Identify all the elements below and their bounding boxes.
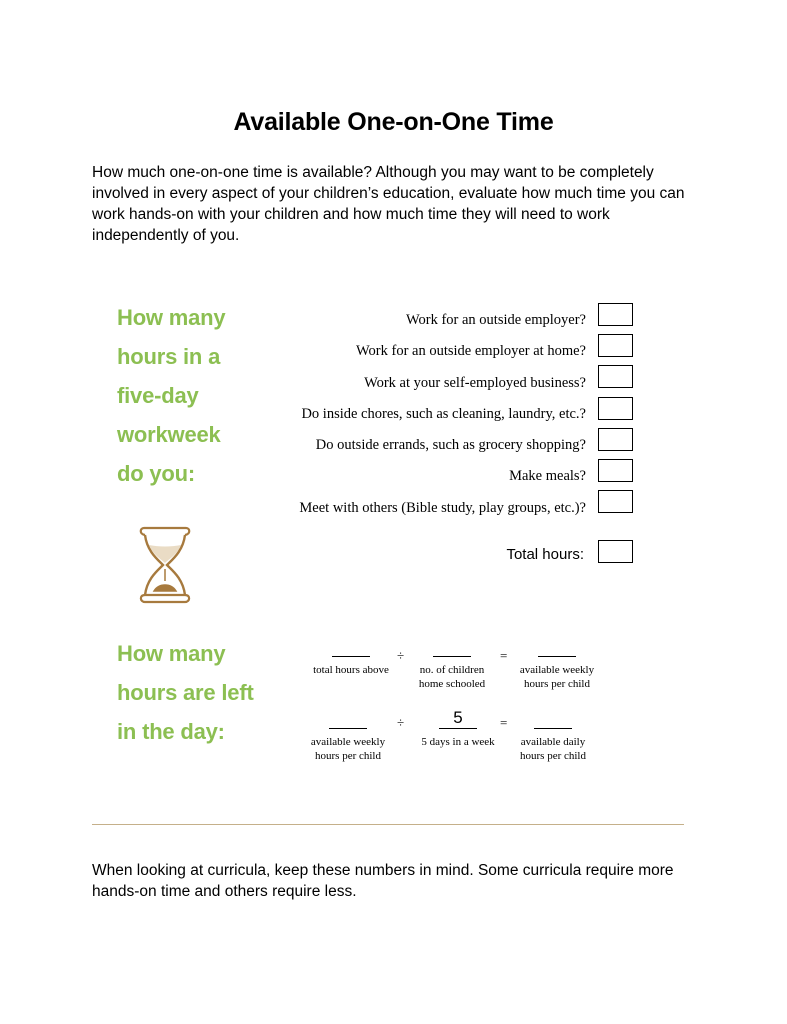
heading-line: do you: [117,461,196,486]
blank-weekly-hours[interactable] [329,708,367,729]
total-hours-label: Total hours: [506,546,584,563]
answer-box-outside-employer[interactable] [598,303,633,326]
eq2-days [413,708,503,749]
answer-box-make-meals[interactable] [598,459,633,482]
eq2-daily-result-caption: available daily hours per child [520,736,586,762]
hourglass-icon [137,525,193,605]
answer-box-employer-at-home[interactable] [598,334,633,357]
heading-line: in the day: [117,719,225,744]
days-value: 5 [439,708,477,729]
eq2-weekly-hours [302,708,394,763]
eq1-weekly-result-caption: available weekly hours per child [519,664,595,690]
eq2-daily-result [508,708,598,763]
equals-symbol: = [500,648,508,663]
page-title: Available One-on-One Time [233,108,554,136]
heading-line: How many [117,641,226,666]
eq1-children-caption: no. of children home schooled [418,664,486,690]
question-list [299,305,586,524]
divide-symbol: ÷ [397,715,405,730]
answer-box-inside-chores[interactable] [598,397,633,420]
eq1-total-hours-caption: total hours above [313,664,389,676]
blank-children[interactable] [433,656,471,657]
blank-total-hours[interactable] [332,656,370,657]
eq2-days-caption: 5 days in a week [421,736,495,748]
answer-box-meet-with-others[interactable] [598,490,633,513]
divide-symbol: ÷ [397,648,405,663]
eq1-weekly-result [512,656,602,691]
eq2-weekly-hours-caption: available weekly hours per child [310,736,386,762]
question-make-meals: Make meals? [509,468,586,485]
answer-box-self-employed[interactable] [598,365,633,388]
heading-line: hours are left [117,680,254,705]
blank-daily-result[interactable] [534,708,572,729]
answer-box-outside-errands[interactable] [598,428,633,451]
eq1-children [408,656,496,691]
workweek-heading [117,298,225,493]
heading-line: How many [117,305,226,330]
eq1-total-hours [305,656,397,677]
question-outside-employer: Work for an outside employer? [405,312,586,328]
hours-left-heading [117,634,254,751]
equals-symbol: = [500,715,508,730]
question-employer-at-home: Work for an outside employer at home? [356,343,586,360]
question-outside-errands: Do outside errands, such as grocery shopping? [315,437,586,454]
closing-paragraph: When looking at curricula, keep these numbers in mind. Some curricula require more hands-on time and others require less. [92,862,674,900]
blank-weekly-result[interactable] [538,656,576,657]
intro-paragraph: How much one-on-one time is available? Although you may want to be completely involved in every aspect of your children’s education, evaluate how much time you can work hands-on with your children and how much time they will need to work independently of you. [92,164,685,244]
section-divider [92,824,684,825]
heading-line: workweek [117,422,221,447]
question-meet-with-others: Meet with others (Bible study, play groups, etc.)? [299,499,586,516]
question-inside-chores: Do inside chores, such as cleaning, laundry, etc.? [301,405,586,422]
heading-line: five-day [117,383,199,408]
heading-line: hours in a [117,344,221,369]
question-self-employed: Work at your self-employed business? [364,374,586,391]
total-hours-box[interactable] [598,540,633,563]
